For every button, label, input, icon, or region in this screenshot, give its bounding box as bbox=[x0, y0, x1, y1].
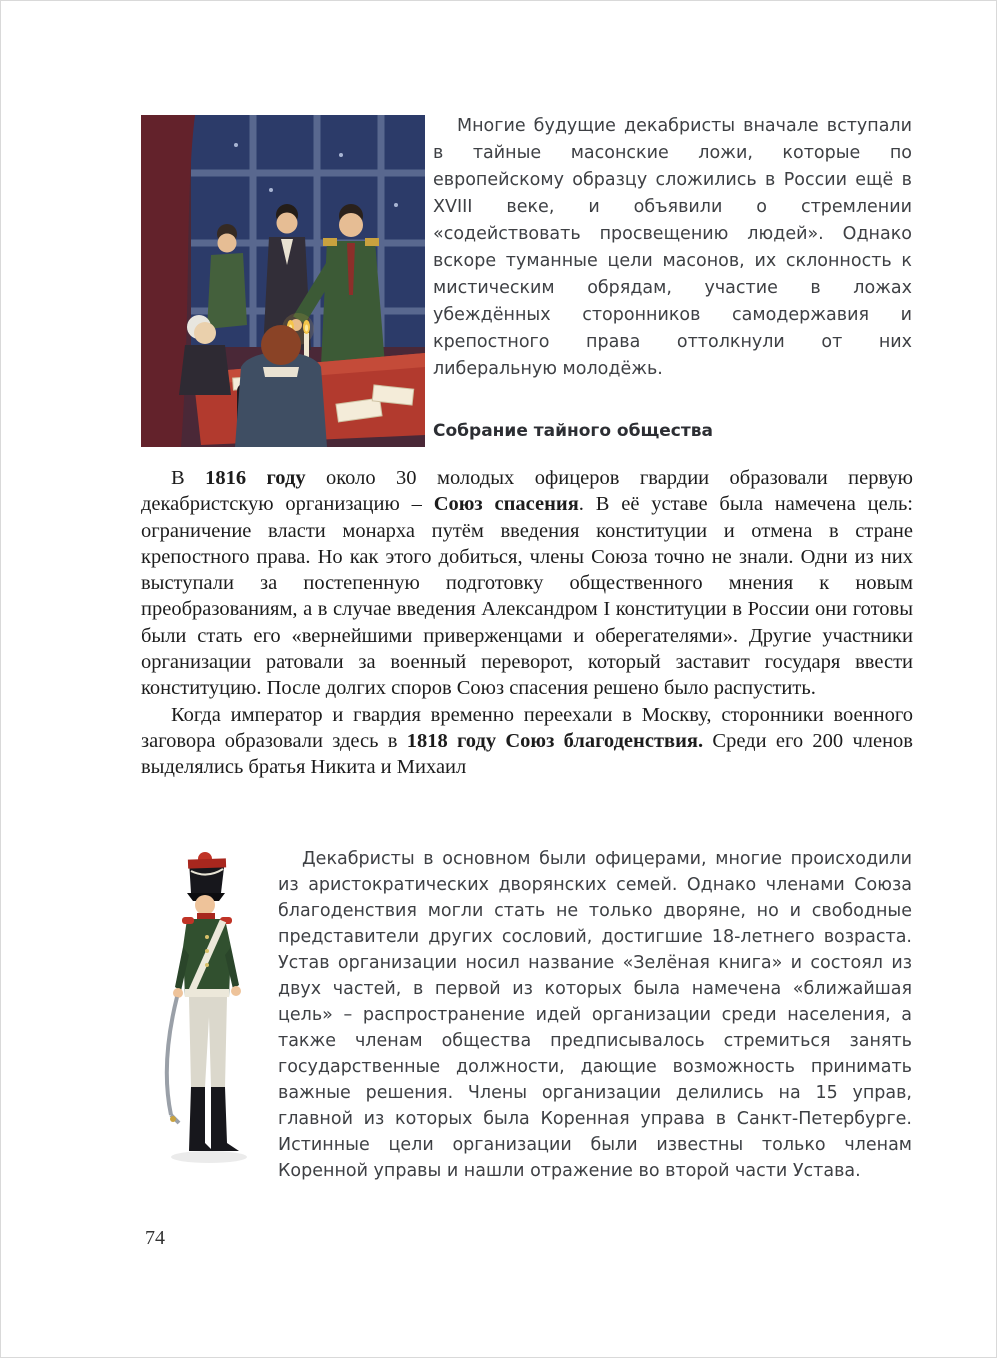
illustration-caption: Собрание тайного общества bbox=[433, 421, 713, 441]
secret-society-illustration bbox=[141, 115, 425, 447]
paragraph-union-of-salvation: В 1816 году около 30 молодых офицеров гвардии образовали первую декабристскую организацию – Союз спасения. В её уставе была намечена цель: ограничение власти монарха путём введения конституции и отмена в стране крепостного права. Но как этого добиться, члены Союза точно не знали. Одни из них выступали за постепенную подготовку общественного мнения к новым преобразованиям, а в случае введения Александром I конституции в России они готовы были стать его «вернейшими приверженцами и оберегателями». Другие участники организации ратовали за военный переворот, который заставит государя ввести конституцию. После долгих споров Союз спасения решено было распустить. bbox=[141, 467, 914, 700]
masons-sidebar-text: Многие будущие декабристы вначале вступали в тайные масонские ложи, которые по европейскому образцу сложились в России ещё в XVIII веке, и объявили о стремлении «содействовать просвещению людей». Однако вскоре туманные цели масонов, их склонность к мистическим обрядам, участие в ложах убеждённых сторонников самодержавия и крепостного права оттолкнули от них либеральную молодёжь. bbox=[433, 116, 912, 379]
decembrist-officer-illustration-svg bbox=[149, 847, 273, 1179]
page-number: 74 bbox=[145, 1227, 165, 1249]
main-text bbox=[141, 465, 913, 781]
welfare-union-text: Декабристы в основном были офицерами, многие происходили из аристократических дворянских семей. Однако членами Союза благоденствия могли стать не только дворяне, но и свободные представители других сословий, достигшие 18-летнего возраста. Устав организации носил название «Зелёная книга» и состоял из двух частей, в первой из которых была намечена «ближайшая цель» – распространение идей организации среди населения, а также членам общества предписывалось стремиться занять государственные должности, дающие возможность принимать важные решения. Члены организации делились на 15 управ, главной из которых была Коренная управа в Санкт-Петербурге. Истинные цели организации были известны только членам Коренной управы и нашли отражение во второй части Устава. bbox=[278, 849, 912, 1181]
paragraph-union-of-welfare: Когда император и гвардия временно переехали в Москву, сторонники военного заговора образовали здесь в 1818 году Союз благоденствия. Среди его 200 членов выделялись братья Никита и Михаил bbox=[141, 703, 913, 779]
secret-society-illustration-svg bbox=[141, 115, 425, 447]
decembrist-officer-illustration bbox=[149, 847, 273, 1179]
